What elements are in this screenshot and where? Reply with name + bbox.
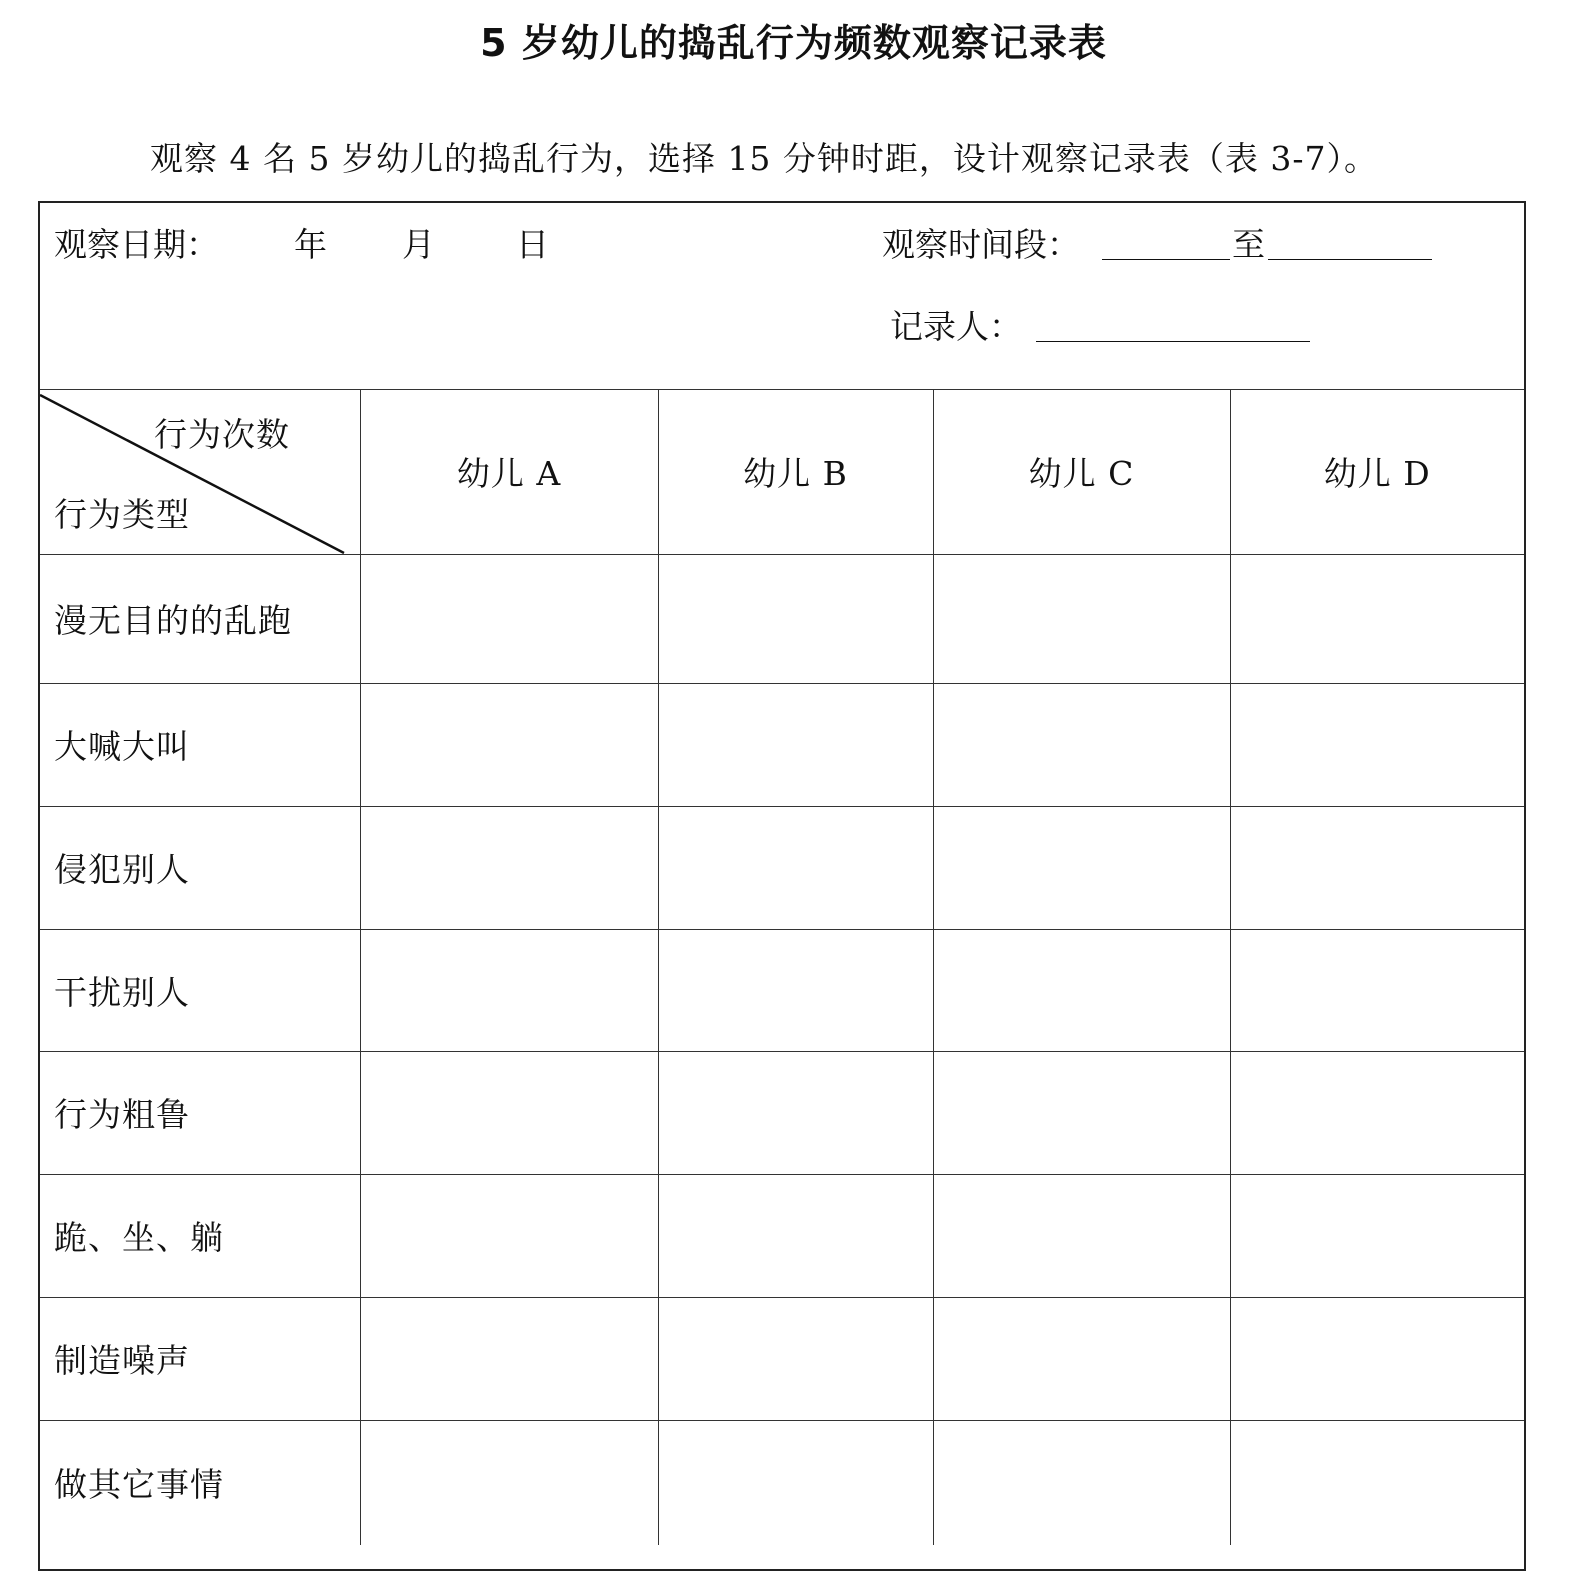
tally-cell[interactable]	[658, 554, 933, 683]
tally-cell[interactable]	[360, 929, 658, 1051]
period-label: 观察时间段：	[882, 225, 1080, 264]
table-header-row	[40, 389, 1524, 554]
row-label-aggressing-others: 侵犯别人	[40, 806, 360, 929]
tally-cell[interactable]	[658, 929, 933, 1051]
tally-cell[interactable]	[360, 683, 658, 806]
period-end-blank[interactable]	[1268, 227, 1432, 260]
observation-record-sheet	[38, 201, 1526, 1571]
tally-cell[interactable]	[658, 1051, 933, 1174]
table-row	[40, 554, 1524, 683]
tally-cell[interactable]	[658, 1174, 933, 1297]
tally-cell[interactable]	[1230, 1297, 1524, 1420]
table-row	[40, 1051, 1524, 1174]
frequency-table	[40, 389, 1524, 1545]
tally-cell[interactable]	[933, 554, 1230, 683]
period-start-blank[interactable]	[1102, 227, 1230, 260]
tally-cell[interactable]	[658, 683, 933, 806]
form-header	[40, 203, 1524, 390]
tally-cell[interactable]	[933, 1420, 1230, 1545]
tally-cell[interactable]	[658, 806, 933, 929]
tally-cell[interactable]	[360, 806, 658, 929]
tally-cell[interactable]	[360, 1051, 658, 1174]
recorder-label: 记录人：	[890, 307, 1022, 346]
period-to-label: 至	[1232, 225, 1265, 264]
diagonal-header-cell	[40, 389, 360, 554]
tally-cell[interactable]	[1230, 683, 1524, 806]
tally-cell[interactable]	[1230, 1051, 1524, 1174]
table-row	[40, 683, 1524, 806]
row-label-aimless-running: 漫无目的的乱跑	[40, 554, 360, 683]
table-row	[40, 1174, 1524, 1297]
tally-cell[interactable]	[360, 1297, 658, 1420]
recorder-blank[interactable]	[1036, 309, 1310, 342]
tally-cell[interactable]	[1230, 806, 1524, 929]
date-year-label: 年	[294, 225, 327, 264]
table-row	[40, 1297, 1524, 1420]
tally-cell[interactable]	[933, 806, 1230, 929]
column-header-child-a: 幼儿 A	[360, 389, 658, 554]
date-day-label: 日	[516, 225, 549, 264]
tally-cell[interactable]	[1230, 1420, 1524, 1545]
corner-label-behavior-type: 行为类型	[54, 495, 190, 534]
row-label-making-noise: 制造噪声	[40, 1297, 360, 1420]
tally-cell[interactable]	[1230, 1174, 1524, 1297]
date-label: 观察日期：	[54, 225, 219, 264]
column-header-child-d: 幼儿 D	[1230, 389, 1524, 554]
tally-cell[interactable]	[360, 1174, 658, 1297]
row-label-doing-other-things: 做其它事情	[40, 1420, 360, 1545]
date-month-label: 月	[402, 225, 435, 264]
row-label-rude-behavior: 行为粗鲁	[40, 1051, 360, 1174]
intro-paragraph: 观察 4 名 5 岁幼儿的捣乱行为，选择 15 分钟时距，设计观察记录表（表 3-7）。	[150, 139, 1379, 178]
table-row	[40, 806, 1524, 929]
row-label-shouting: 大喊大叫	[40, 683, 360, 806]
corner-label-behavior-count: 行为次数	[154, 415, 290, 454]
tally-cell[interactable]	[360, 1420, 658, 1545]
column-header-child-b: 幼儿 B	[658, 389, 933, 554]
document-title: 5 岁幼儿的捣乱行为频数观察记录表	[480, 21, 1107, 65]
row-label-kneel-sit-lie: 跪、坐、躺	[40, 1174, 360, 1297]
row-label-disturbing-others: 干扰别人	[40, 929, 360, 1051]
tally-cell[interactable]	[360, 554, 658, 683]
column-header-child-c: 幼儿 C	[933, 389, 1230, 554]
tally-cell[interactable]	[1230, 554, 1524, 683]
tally-cell[interactable]	[933, 1051, 1230, 1174]
tally-cell[interactable]	[658, 1420, 933, 1545]
tally-cell[interactable]	[933, 1297, 1230, 1420]
tally-cell[interactable]	[933, 683, 1230, 806]
tally-cell[interactable]	[1230, 929, 1524, 1051]
table-row	[40, 1420, 1524, 1545]
table-row	[40, 929, 1524, 1051]
tally-cell[interactable]	[933, 929, 1230, 1051]
tally-cell[interactable]	[933, 1174, 1230, 1297]
tally-cell[interactable]	[658, 1297, 933, 1420]
